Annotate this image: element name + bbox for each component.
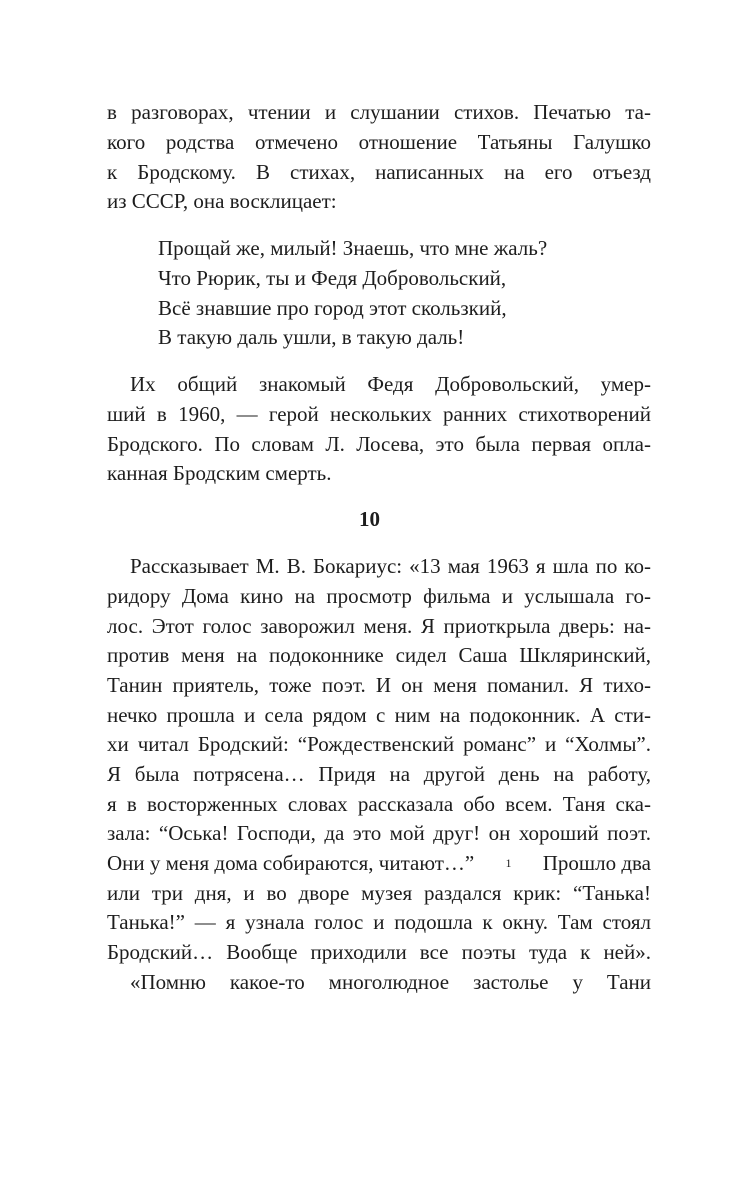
poem-line: Всё знавшие про город этот скользкий, xyxy=(158,296,507,320)
text-line: канная Бродским смерть. xyxy=(107,461,332,485)
section-number: 10 xyxy=(359,507,380,531)
text-line: Их общий знакомый Федя Добровольский, умер- xyxy=(130,372,651,396)
text-line: к Бродскому. В стихах, написанных на его отъезд xyxy=(107,160,651,184)
text-line: Бродский… Вообще приходили все поэты туда к ней». xyxy=(107,940,651,964)
text-line: «Помню какое-то многолюдное застолье у Тани xyxy=(130,970,651,994)
text-line: ридору Дома кино на просмотр фильма и услышала го- xyxy=(107,584,651,608)
text-line: в разговорах, чтении и слушании стихов. Печатью та- xyxy=(107,100,651,124)
text-line: лос. Этот голос заворожил меня. Я приоткрыла дверь: на- xyxy=(107,614,651,638)
quote-end-text: Они у меня дома собираются, читают…” xyxy=(107,851,475,875)
text-line: ший в 1960, — герой нескольких ранних стихотворений xyxy=(107,402,651,426)
text-line: кого родства отмечено отношение Татьяны Галушко xyxy=(107,130,651,154)
text-line: зала: “Оська! Господи, да это мой друг! он хороший поэт. xyxy=(107,821,651,845)
text-line: против меня на подоконнике сидел Саша Шкляринский, xyxy=(107,643,651,667)
text-line: Бродского. По словам Л. Лосева, это была первая опла- xyxy=(107,432,651,456)
text-line: Танька!” — я узнала голос и подошла к окну. Там стоял xyxy=(107,910,651,934)
poem-line: В такую даль ушли, в такую даль! xyxy=(158,325,465,349)
text-line: из СССР, она восклицает: xyxy=(107,189,337,213)
text-line: хи читал Бродский: “Рождественский романс” и “Холмы”. xyxy=(107,732,651,756)
text-line-with-footnote-ref xyxy=(107,849,651,877)
poem-line: Что Рюрик, ты и Федя Добровольский, xyxy=(158,266,507,290)
text-line: я в восторженных словах рассказала обо всем. Таня ска- xyxy=(107,792,651,816)
text-line: Танин приятель, тоже поэт. И он меня поманил. Я тихо- xyxy=(107,673,651,697)
text-line: нечко прошла и села рядом с ним на подоконник. А сти- xyxy=(107,703,651,727)
text-line: или три дня, и во дворе музея раздался крик: “Танька! xyxy=(107,881,651,905)
text-line: Я была потрясена… Придя на другой день на работу, xyxy=(107,762,651,786)
poem-line: Прощай же, милый! Знаешь, что мне жаль? xyxy=(158,236,548,260)
footnote-ref-mark: 1 xyxy=(505,856,512,870)
quote-continuation: Прошло два xyxy=(542,851,651,875)
text-line: Рассказывает М. В. Бокариус: «13 мая 1963 я шла по ко- xyxy=(130,554,651,578)
